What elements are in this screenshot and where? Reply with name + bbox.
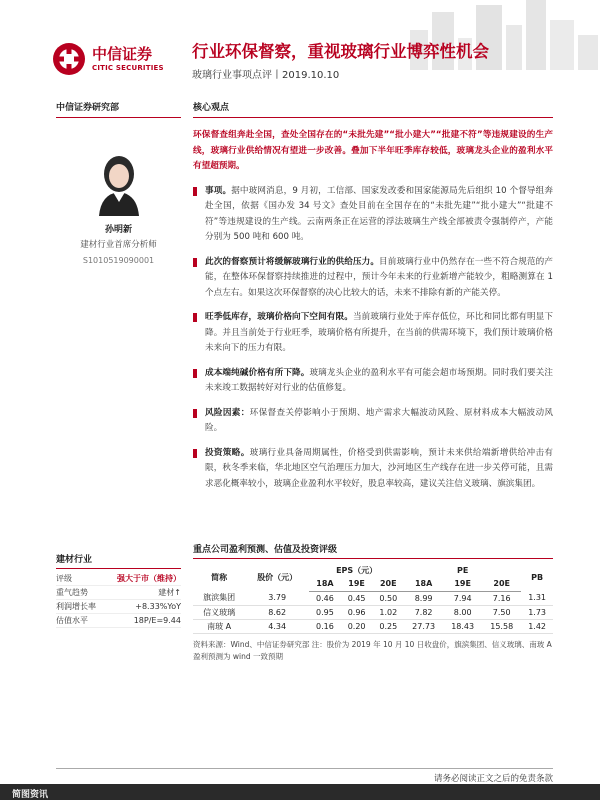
industry-rating-box [56,552,181,628]
bullet-marker [193,187,197,196]
paragraph-text: 环保督查关停影响小于预期、地产需求大幅波动风险、原材料成本大幅波动风险。 [205,407,553,433]
table-cell: 3.79 [245,591,309,605]
forecast-table [193,563,553,634]
rating-value: +8.33%YoY [135,602,181,611]
table-cell: 0.96 [341,605,373,619]
viewpoint-paragraph [193,406,553,437]
header-cell: 18A [404,577,443,591]
table-cell: 信义玻璃 [193,605,245,619]
table-cell: 7.82 [404,605,443,619]
header-cell: PE [457,565,469,575]
bottom-overlay-bar [0,784,600,800]
paragraph-lead: 此次的督察预计将缓解玻璃行业的供给压力。 [205,256,380,267]
table-cell: 27.73 [404,619,443,633]
analyst-photo [93,148,145,216]
rating-label: 评级 [56,574,72,583]
paragraph-text: 玻璃龙头企业的盈利水平有可能会超市场预期。同时我们要关注未来竣工数据转好对行业的估值修复。 [205,367,553,393]
viewpoint-paragraph [193,446,553,493]
analyst-title: 建材行业首席分析师 [80,240,157,250]
forecast-table-block [193,542,553,663]
table-cell: 0.50 [372,591,404,605]
table-cell: 8.99 [404,591,443,605]
header-cell: 股价（元） [257,572,298,582]
table-cell: 8.00 [443,605,482,619]
table-cell: 南玻 A [193,619,245,633]
rating-value: 建材↑ [158,588,181,597]
table-cell: 4.34 [245,619,309,633]
header-cell: PB [531,572,544,582]
table-cell: 0.20 [341,619,373,633]
paragraph-lead: 风险因素： [205,407,250,418]
viewpoint-paragraph [193,255,553,302]
table-cell: 18.43 [443,619,482,633]
bullet-marker [193,258,197,267]
rating-value: 18P/E=9.44 [133,616,181,625]
table-title: 重点公司盈利预测、估值及投资评级 [193,542,553,559]
bullet-marker [193,369,197,378]
summary-text: 环保督查组奔赴全国，查处全国存在的“未批先建”“批小建大”“批建不符”等违规建设的生产线，玻璃行业供给情况有望进一步改善。叠加下半年旺季库存较低，玻璃龙头企业的盈利水平有望超预期。 [193,130,553,171]
paragraph-text: 玻璃行业具备周期属性，价格受到供需影响，预计未来供给端新增供给冲击有限，秋冬季来临，华北地区空气治理压力加大，沙河地区生产线存在进一步关停可能，且需求恶化概率较小，玻璃企业盈利水平较好，股息率较高，建议关注信义玻璃、旗滨集团。 [205,447,553,489]
table-cell: 7.94 [443,591,482,605]
rating-label: 重气趋势 [56,588,88,597]
table-cell: 0.16 [309,619,341,633]
table-cell: 0.95 [309,605,341,619]
viewpoint-paragraph [193,184,553,246]
table-cell: 旗滨集团 [193,591,245,605]
table-cell: 7.50 [482,605,521,619]
core-viewpoints [193,100,553,492]
section-heading: 核心观点 [193,100,553,118]
table-row [193,619,553,633]
table-source-note: 资料来源：Wind、中信证券研究部 注：股价为 2019 年 10 月 10 日收盘价，旗滨集团、信义玻璃、南玻 A 盈利预测为 wind 一致预期 [193,639,552,661]
table-cell: 0.25 [372,619,404,633]
rating-row [56,600,181,614]
paragraph-lead: 事项。 [205,185,232,196]
analyst-name: 孙明新 [104,225,132,235]
rating-row [56,586,181,600]
header-cell: EPS（元） [336,565,378,575]
citic-logo-icon [52,42,86,76]
table-cell: 1.31 [521,591,553,605]
table-row [193,591,553,605]
rating-value: 强大于市（维持） [117,574,181,583]
report-header [0,0,600,95]
viewpoint-paragraph [193,310,553,357]
bullet-marker [193,449,197,458]
header-cell: 20E [482,577,521,591]
logo-text-cn: 中信证券 [92,45,153,63]
rating-row [56,572,181,586]
rating-label: 利润增长率 [56,602,96,611]
report-title: 行业环保督察，重视玻璃行业博弈性机会 [192,42,489,61]
paragraph-text: 目前玻璃行业中仍然存在一些不符合规范的产能，在整体环保督察持续推进的过程中，预计今年未来的行业新增产能较少，粗略测算在 1 个点左右。如果这次环保督察的决心比较大的话，未来不排除有新的产能关停。 [205,256,553,298]
table-row [193,605,553,619]
bottom-overlay-text: 简图资讯 [12,790,49,800]
header-cell: 19E [443,577,482,591]
header-cell: 18A [309,577,341,591]
bullet-marker [193,313,197,322]
table-cell: 1.02 [372,605,404,619]
table-cell: 0.45 [341,591,373,605]
viewpoint-paragraph [193,366,553,397]
department-label: 中信证券研究部 [56,100,181,118]
table-cell: 0.46 [309,591,341,605]
header-cell: 20E [372,577,404,591]
report-subtitle: 玻璃行业事项点评丨2019.10.10 [192,70,340,81]
analyst-license-id: S1010519090001 [82,256,155,265]
footer-divider [56,768,553,769]
paragraph-text: 据中玻网消息，9 月初，工信部、国家发改委和国家能源局先后组织 10 个督导组奔赴全国，依据《国办发 34 号文》查处目前在全国存在的“未批先建”“批小建大”“批建不符”等违规建设的生产线。云南两条正在运营的浮法玻璃生产线全部被责令强制停产，产能分别为 500 吨和 600 吨。 [205,185,553,242]
analyst-sidebar [56,100,181,265]
table-header-row [193,563,553,577]
header-cell: 19E [341,577,373,591]
paragraph-lead: 旺季低库存，玻璃价格向下空间有限。 [205,312,353,322]
table-cell: 8.62 [245,605,309,619]
disclaimer-text: 请务必阅读正文之后的免责条款 [433,774,553,784]
paragraph-text: 当前玻璃行业处于库存低位，环比和同比都有明显下降。并且当前处于行业旺季，玻璃价格有所提升，在当前的供需环境下，我们预计玻璃价格未来向下的压力有限。 [205,312,553,353]
table-cell: 15.58 [482,619,521,633]
table-cell: 7.16 [482,591,521,605]
logo-text-en: CITIC SECURITIES [92,64,164,72]
header-cell: 简称 [211,572,228,582]
table-cell: 1.73 [521,605,553,619]
paragraph-lead: 投资策略。 [205,447,250,458]
paragraph-lead: 成本端纯碱价格有所下降。 [205,367,310,378]
rating-row [56,614,181,628]
table-cell: 1.42 [521,619,553,633]
bullet-marker [193,409,197,418]
rating-label: 估值水平 [56,616,88,625]
rating-heading: 建材行业 [56,552,181,569]
